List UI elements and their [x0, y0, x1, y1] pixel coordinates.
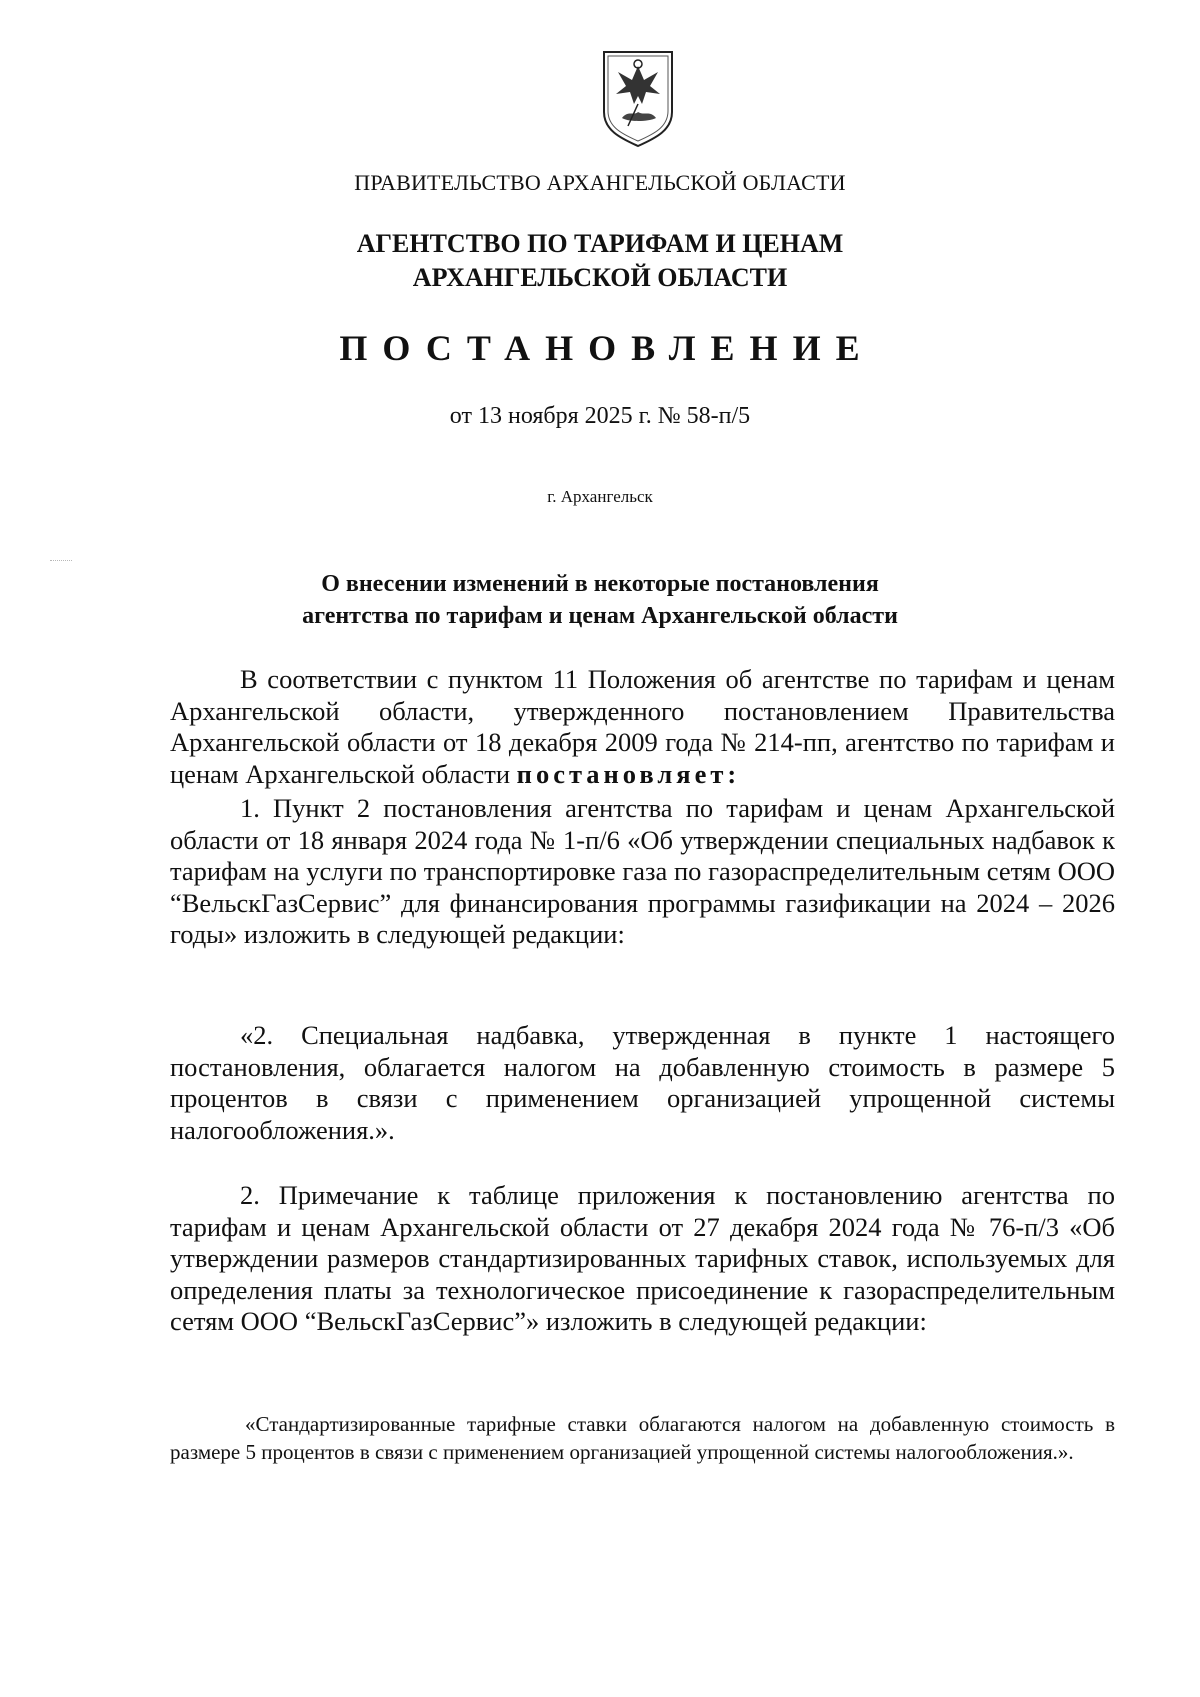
- coat-of-arms-icon: [598, 46, 678, 150]
- subject-line2: агентства по тарифам и ценам Архангельской области: [302, 603, 898, 629]
- decides-word: постановляет:: [516, 758, 741, 789]
- scan-artifact: [50, 560, 72, 561]
- item-1-new-wording: [170, 1020, 1115, 1146]
- item-2-new-wording-text: «Стандартизированные тарифные ставки облагаются налогом на добавленную стоимость в размере 5 процентов в связи с применением организацией упрощенной системы налогообложения.».: [170, 1412, 1115, 1464]
- date-and-number: от 13 ноября 2025 г. № 58-п/5: [449, 403, 751, 429]
- document-subject: [0, 568, 1200, 632]
- agency-name-line1: АГЕНТСТВО ПО ТАРИФАМ И ЦЕНАМ: [356, 229, 844, 258]
- item-2-new-wording: [170, 1410, 1115, 1466]
- item-1-text: 1. Пункт 2 постановления агентства по тарифам и ценам Архангельской области от 18 января 2024 года № 1-п/6 «Об утверждении специальных надбавок к тарифам на услуги по транспортировке газа по газораспределительным сетям ООО “ВельскГазСервис” для финансирования программы газификации на 2024 – 2026 годы» изложить в следующей редакции:: [170, 793, 1115, 949]
- item-2-text: 2. Примечание к таблице приложения к постановлению агентства по тарифам и ценам Архангельской области от 27 декабря 2024 года № 76-п/3 «Об утверждении размеров стандартизированных тарифных ставок, используемых для определения платы за технологическое присоединение к газораспределительным сетям ООО “ВельскГазСервис”» изложить в следующей редакции:: [170, 1180, 1115, 1336]
- document-type: ПОСТАНОВЛЕНИЕ: [339, 328, 875, 368]
- subject-line1: О внесении изменений в некоторые постановления: [321, 571, 879, 597]
- item-2-paragraph: [170, 1180, 1115, 1338]
- government-name: ПРАВИТЕЛЬСТВО АРХАНГЕЛЬСКОЙ ОБЛАСТИ: [354, 170, 846, 195]
- city: г. Архангельск: [547, 487, 653, 506]
- agency-name: [0, 227, 1200, 295]
- agency-name-line2: АРХАНГЕЛЬСКОЙ ОБЛАСТИ: [412, 263, 788, 292]
- preamble-text: В соответствии с пунктом 11 Положения об агентстве по тарифам и ценам Архангельской области, утвержденного постановлением Правительства Архангельской области от 18 декабря 2009 года № 214-пп, агентство по тарифам и ценам Архангельской области: [170, 664, 1115, 789]
- item-1-paragraph: [170, 793, 1115, 951]
- item-1-new-wording-text: «2. Специальная надбавка, утвержденная в пункте 1 настоящего постановления, облагается налогом на добавленную стоимость в размере 5 процентов в связи с применением организацией упрощенной системы налогообложения.».: [170, 1020, 1115, 1145]
- preamble-paragraph: [170, 664, 1115, 790]
